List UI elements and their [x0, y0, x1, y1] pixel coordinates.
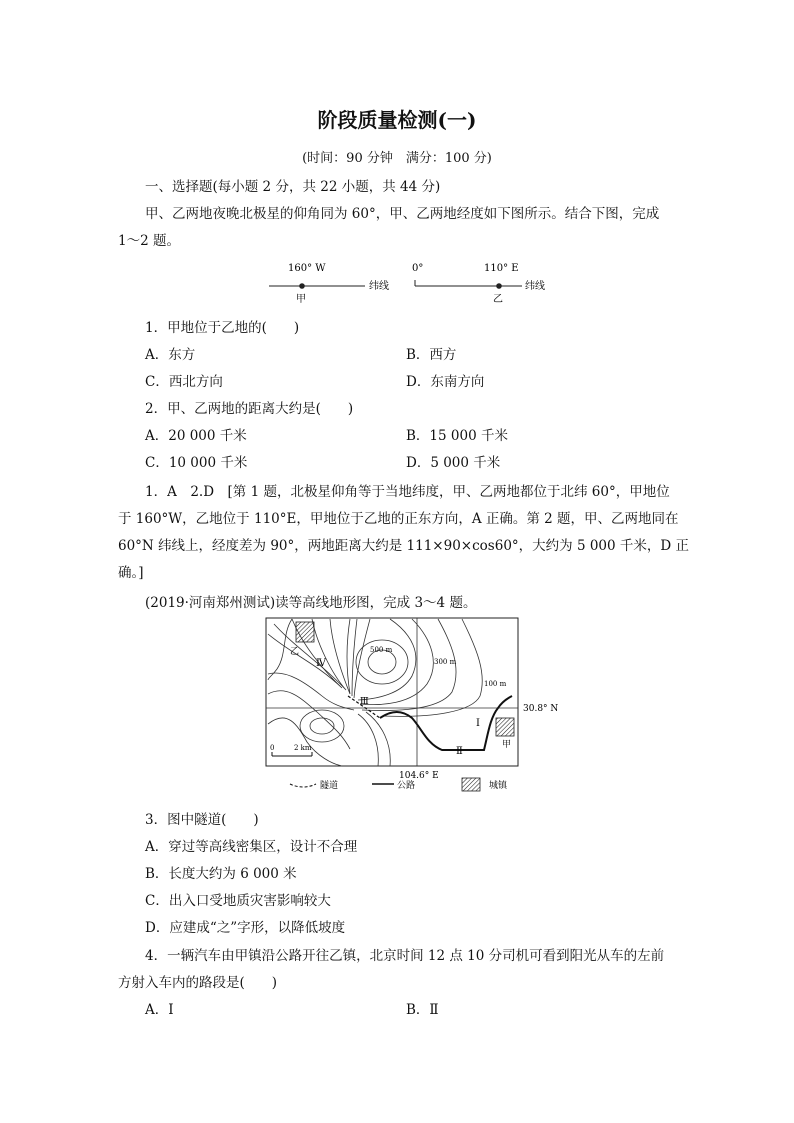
- option: C．10 000 千米: [145, 455, 248, 471]
- option: A．Ⅰ: [145, 1002, 174, 1018]
- intro-line: (2019·河南郑州测试)读等高线地形图，完成 3～4 题。: [145, 595, 477, 611]
- intro-line: 1～2 题。: [118, 233, 180, 249]
- map-label: Ⅲ: [360, 697, 369, 707]
- figure-label: 160° W: [288, 263, 326, 274]
- figure-point: 乙: [493, 294, 503, 305]
- section-heading: 一、选择题(每小题 2 分，共 22 小题，共 44 分): [145, 179, 441, 195]
- answer-line: 1．A 2.D [第 1 题，北极星仰角等于当地纬度，甲、乙两地都位于北纬 60°，甲地位: [145, 484, 670, 500]
- option: A．东方: [145, 347, 196, 363]
- option: B．Ⅱ: [406, 1002, 439, 1018]
- map-label: 乙: [290, 647, 300, 657]
- map-label: 500 m: [370, 646, 393, 654]
- option: D．5 000 千米: [406, 455, 501, 471]
- answer-line: 于 160°W，乙地位于 110°E，甲地位于乙地的正东方向，A 正确。第 2 题，甲、乙两地同在: [118, 511, 679, 527]
- map-label: Ⅳ: [316, 658, 326, 669]
- legend-label: 隧道: [320, 781, 339, 791]
- contour-map: [262, 614, 562, 796]
- figure-label: 纬线: [369, 281, 389, 292]
- option: D．应建成“之”字形，以降低坡度: [145, 920, 346, 936]
- map-label: 100 m: [484, 680, 507, 688]
- question-stem: 4．一辆汽车由甲镇沿公路开往乙镇，北京时间 12 点 10 分司机可看到阳光从车的左前: [145, 948, 665, 964]
- figure-label: 0°: [412, 263, 424, 274]
- option: B．15 000 千米: [406, 428, 508, 444]
- question-stem: 1．甲地位于乙地的( ): [145, 320, 300, 336]
- answer-line: 确。]: [118, 565, 144, 581]
- intro-line: 甲、乙两地夜晚北极星的仰角同为 60°，甲、乙两地经度如下图所示。结合下图，完成: [145, 206, 660, 222]
- question-stem: 3．图中隧道( ): [145, 812, 259, 828]
- option: C．西北方向: [145, 374, 223, 390]
- option: C．出入口受地质灾害影响较大: [145, 893, 331, 909]
- map-label: 300 m: [434, 658, 457, 666]
- question-stem: 方射入车内的路段是( ): [118, 975, 278, 991]
- answer-line: 60°N 纬线上，经度差为 90°，两地距离大约是 111×90×cos60°，大约为 5 000 千米，D 正: [118, 538, 690, 554]
- map-label: Ⅰ: [476, 718, 480, 729]
- figure-label: 纬线: [525, 281, 545, 292]
- legend-label: 城镇: [489, 781, 508, 791]
- map-label: 104.6° E: [399, 771, 439, 781]
- figure-label: 110° E: [484, 263, 519, 274]
- option: B．西方: [406, 347, 457, 363]
- scale-label: 2 km: [294, 744, 312, 752]
- longitude-figure: [255, 255, 555, 305]
- map-label: 甲: [502, 740, 512, 750]
- option: A．20 000 千米: [145, 428, 247, 444]
- option: D．东南方向: [406, 374, 485, 390]
- map-label: 30.8° N: [523, 704, 559, 714]
- option: B．长度大约为 6 000 米: [145, 866, 297, 882]
- scale-label: 0: [270, 744, 275, 752]
- map-label: Ⅱ: [456, 746, 463, 757]
- question-stem: 2．甲、乙两地的距离大约是( ): [145, 401, 354, 417]
- legend-label: 公路: [397, 781, 416, 791]
- exam-info: (时间：90 分钟 满分：100 分): [302, 151, 492, 166]
- figure-point: 甲: [296, 294, 306, 305]
- page-title: 阶段质量检测(一): [317, 108, 477, 132]
- option: A．穿过等高线密集区，设计不合理: [145, 839, 358, 855]
